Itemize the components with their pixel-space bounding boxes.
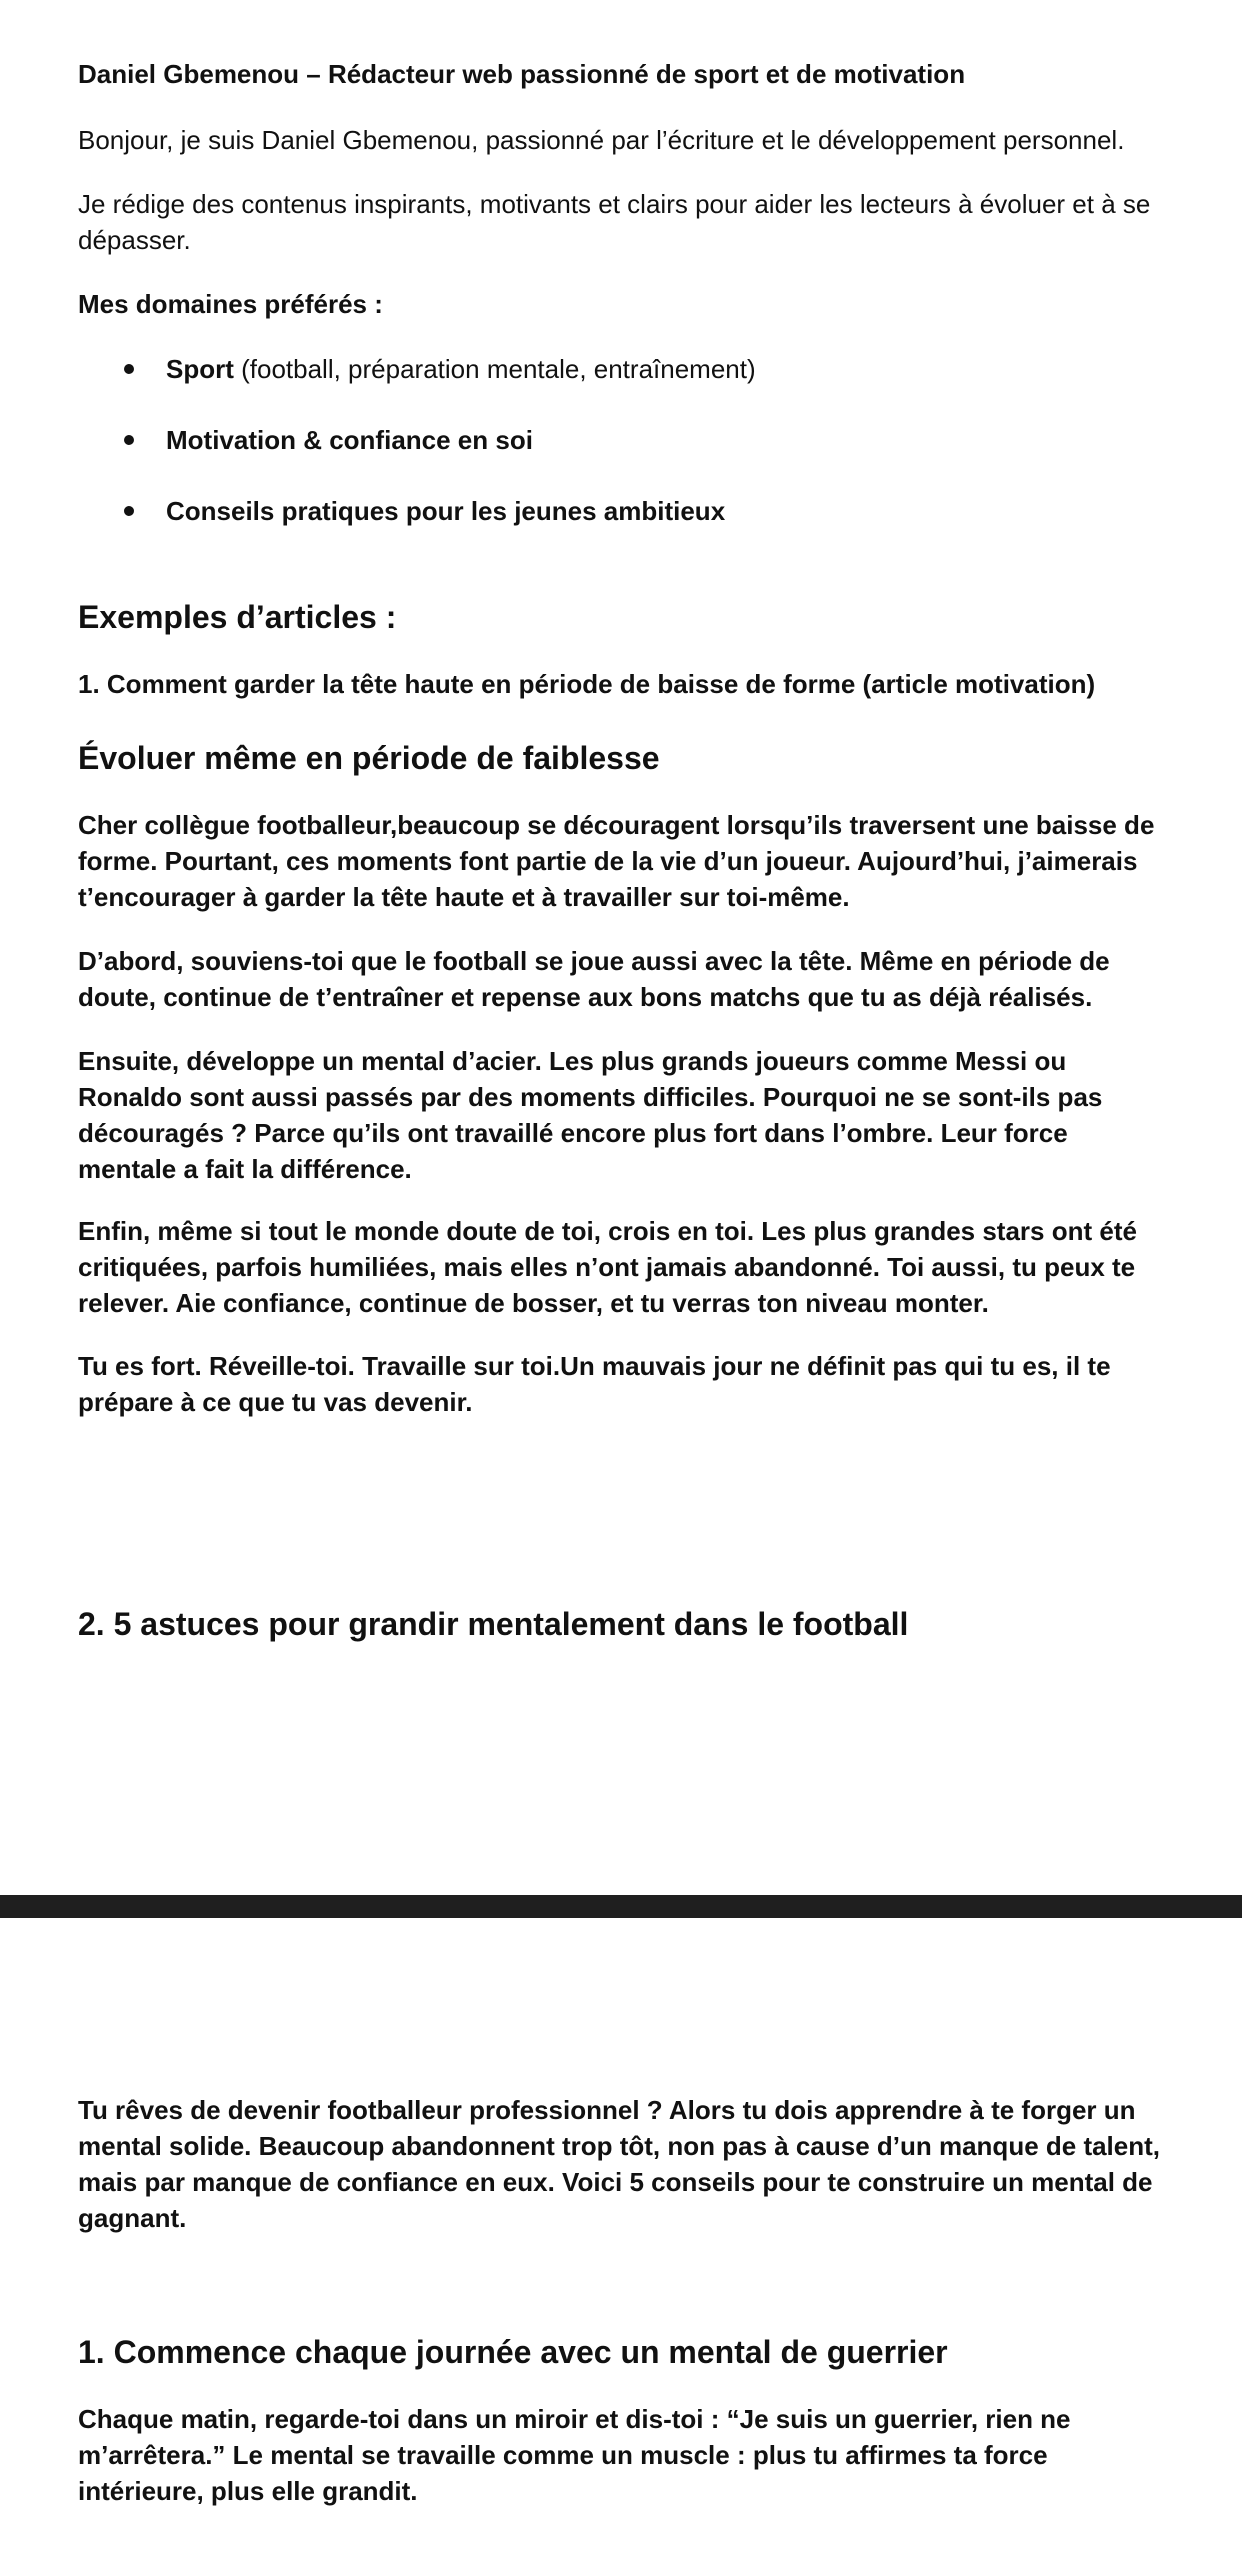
domain-item-conseils: Conseils pratiques pour les jeunes ambitieux [166, 496, 726, 526]
article1-paragraph-1: Cher collègue footballeur,beaucoup se découragent lorsqu’ils traversent une baisse de forme. Pourtant, ces moments font partie de la vie d’un joueur. Aujourd’hui, j’aimerais t’encourager à garder la tête haute et à travailler sur toi-même. [78, 810, 1155, 912]
domain-item-motivation: Motivation & confiance en soi [166, 425, 533, 455]
article1-paragraph-2: D’abord, souviens-toi que le football se joue aussi avec la tête. Même en période de doute, continue de t’entraîner et repense aux bons matchs que tu as déjà réalisés. [78, 946, 1110, 1012]
tip1-text: Chaque matin, regarde-toi dans un miroir et dis-toi : “Je suis un guerrier, rien ne m’arrêtera.” Le mental se travaille comme un muscle : plus tu affirmes ta force intérieure, plus elle grandit. [78, 2404, 1071, 2506]
article2-title: 2. 5 astuces pour grandir mentalement dans le football [78, 1606, 909, 1642]
article1-paragraph-5: Tu es fort. Réveille-toi. Travaille sur toi.Un mauvais jour ne définit pas qui tu es, il te prépare à ce que tu vas devenir. [78, 1351, 1111, 1417]
domain-item-sport: Sport (football, préparation mentale, entraînement) [166, 354, 756, 384]
article1-subtitle: Évoluer même en période de faiblesse [78, 740, 660, 776]
document-title: Daniel Gbemenou – Rédacteur web passionné de sport et de motivation [78, 59, 966, 89]
article1-paragraph-3: Ensuite, développe un mental d’acier. Les plus grands joueurs comme Messi ou Ronaldo sont aussi passés par des moments difficiles. Pourquoi ne se sont-ils pas découragés ? Parce qu’ils ont travaillé encore plus fort dans l’ombre. Leur force mentale a fait la différence. [78, 1046, 1103, 1184]
document-page-2 [0, 1918, 1242, 2556]
bullet-icon [124, 506, 134, 516]
bullet-icon [124, 364, 134, 374]
page-break-divider [0, 1895, 1242, 1918]
tip1-title: 1. Commence chaque journée avec un mental de guerrier [78, 2334, 948, 2370]
article1-title: 1. Comment garder la tête haute en période de baisse de forme (article motivation) [78, 669, 1096, 699]
intro-paragraph-2: Je rédige des contenus inspirants, motivants et clairs pour aider les lecteurs à évoluer et à se dépasser. [78, 189, 1151, 255]
article2-intro: Tu rêves de devenir footballeur professionnel ? Alors tu dois apprendre à te forger un mental solide. Beaucoup abandonnent trop tôt, non pas à cause d’un manque de talent, mais par manque de confiance en eux. Voici 5 conseils pour te construire un mental de gagnant. [78, 2095, 1161, 2233]
examples-heading: Exemples d’articles : [78, 599, 397, 635]
domains-heading: Mes domaines préférés : [78, 289, 383, 319]
bullet-icon [124, 435, 134, 445]
intro-paragraph-1: Bonjour, je suis Daniel Gbemenou, passionné par l’écriture et le développement personnel. [78, 125, 1125, 155]
article1-paragraph-4: Enfin, même si tout le monde doute de toi, crois en toi. Les plus grandes stars ont été critiquées, parfois humiliées, mais elles n’ont jamais abandonné. Toi aussi, tu peux te relever. Aie confiance, continue de bosser, et tu verras ton niveau monter. [78, 1216, 1137, 1318]
